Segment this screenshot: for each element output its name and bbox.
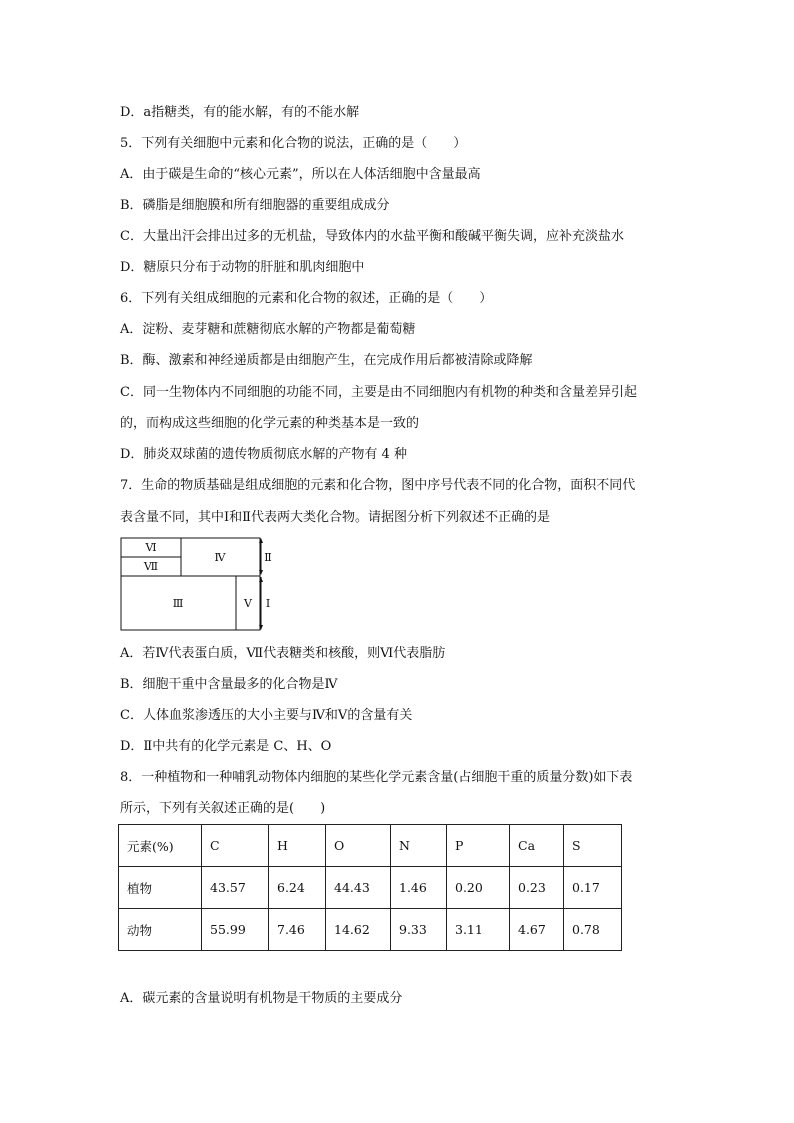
q5-option-d: D．糖原只分布于动物的肝脏和肌肉细胞中 xyxy=(120,260,365,275)
table-cell: 0.20 xyxy=(447,867,510,909)
table-cell: 14.62 xyxy=(326,909,391,951)
q7-option-b: B．细胞干重中含量最多的化合物是Ⅳ xyxy=(120,677,338,692)
table-cell: 1.46 xyxy=(391,867,447,909)
compound-area-diagram xyxy=(120,537,280,637)
q5-stem: 5．下列有关细胞中元素和化合物的说法，正确的是（ ） xyxy=(120,136,467,151)
table-cell: 0.17 xyxy=(564,867,622,909)
q6-option-d: D．肺炎双球菌的遗传物质彻底水解的产物有 4 种 xyxy=(120,447,407,462)
q5-option-c: C．大量出汗会排出过多的无机盐，导致体内的水盐平衡和酸碱平衡失调，应补充淡盐水 xyxy=(120,229,624,244)
q6-option-a: A．淀粉、麦芽糖和蔗糖彻底水解的产物都是葡萄糖 xyxy=(120,322,416,337)
table-cell: 3.11 xyxy=(447,909,510,951)
header-cell: N xyxy=(391,825,447,867)
table-cell: 6.24 xyxy=(269,867,326,909)
element-content-table xyxy=(118,824,622,951)
header-cell: P xyxy=(447,825,510,867)
header-cell: Ca xyxy=(510,825,564,867)
q8-option-a: A．碳元素的含量说明有机物是干物质的主要成分 xyxy=(120,991,403,1006)
table-row xyxy=(119,909,622,951)
table-header-row xyxy=(119,825,622,867)
header-cell: S xyxy=(564,825,622,867)
table-cell: 9.33 xyxy=(391,909,447,951)
q7-option-c: C．人体血浆渗透压的大小主要与Ⅳ和Ⅴ的含量有关 xyxy=(120,708,413,723)
q6-stem: 6．下列有关组成细胞的元素和化合物的叙述，正确的是（ ） xyxy=(120,291,493,306)
label-iii: Ⅲ xyxy=(172,597,184,610)
header-cell: 元素(%) xyxy=(119,825,202,867)
table-cell: 0.78 xyxy=(564,909,622,951)
q6-option-b: B．酶、激素和神经递质都是由细胞产生，在完成作用后都被清除或降解 xyxy=(120,353,533,368)
table-cell: 55.99 xyxy=(202,909,269,951)
q7-option-a: A．若Ⅳ代表蛋白质，Ⅶ代表糖类和核酸，则Ⅵ代表脂肪 xyxy=(120,646,446,661)
table-cell: 动物 xyxy=(119,909,202,951)
q8-stem-line2: 所示，下列有关叙述正确的是( ) xyxy=(120,801,326,816)
header-cell: O xyxy=(326,825,391,867)
table-cell: 4.67 xyxy=(510,909,564,951)
label-iv: Ⅳ xyxy=(214,551,226,564)
q5-option-a: A．由于碳是生命的“核心元素”，所以在人体活细胞中含量最高 xyxy=(120,167,481,182)
q7-stem-line2: 表含量不同，其中Ⅰ和Ⅱ代表两大类化合物。请据图分析下列叙述不正确的是 xyxy=(120,510,550,525)
label-vi: Ⅵ xyxy=(145,541,157,554)
label-vii: Ⅶ xyxy=(143,560,159,573)
header-cell: H xyxy=(269,825,326,867)
label-ii: Ⅱ xyxy=(264,551,272,564)
q8-stem-line1: 8．一种植物和一种哺乳动物体内细胞的某些化学元素含量(占细胞干重的质量分数)如下表 xyxy=(120,770,633,785)
q5-option-b: B．磷脂是细胞膜和所有细胞器的重要组成成分 xyxy=(120,198,390,213)
q4-option-d: D．a指糖类，有的能水解，有的不能水解 xyxy=(120,105,360,120)
table-cell: 0.23 xyxy=(510,867,564,909)
q6-option-c-line2: 的，而构成这些细胞的化学元素的种类基本是一致的 xyxy=(120,416,420,431)
q6-option-c-line1: C．同一生物体内不同细胞的功能不同，主要是由不同细胞内有机物的种类和含量差异引起 xyxy=(120,385,637,400)
table-cell: 7.46 xyxy=(269,909,326,951)
table-cell: 43.57 xyxy=(202,867,269,909)
q7-stem-line1: 7．生命的物质基础是组成细胞的元素和化合物，图中序号代表不同的化合物，面积不同代 xyxy=(120,478,636,493)
table-cell: 植物 xyxy=(119,867,202,909)
label-v: Ⅴ xyxy=(244,597,252,610)
header-cell: C xyxy=(202,825,269,867)
table-row xyxy=(119,867,622,909)
label-i: Ⅰ xyxy=(265,597,271,610)
table-cell: 44.43 xyxy=(326,867,391,909)
q7-option-d: D．Ⅱ中共有的化学元素是 C、H、O xyxy=(120,739,332,754)
